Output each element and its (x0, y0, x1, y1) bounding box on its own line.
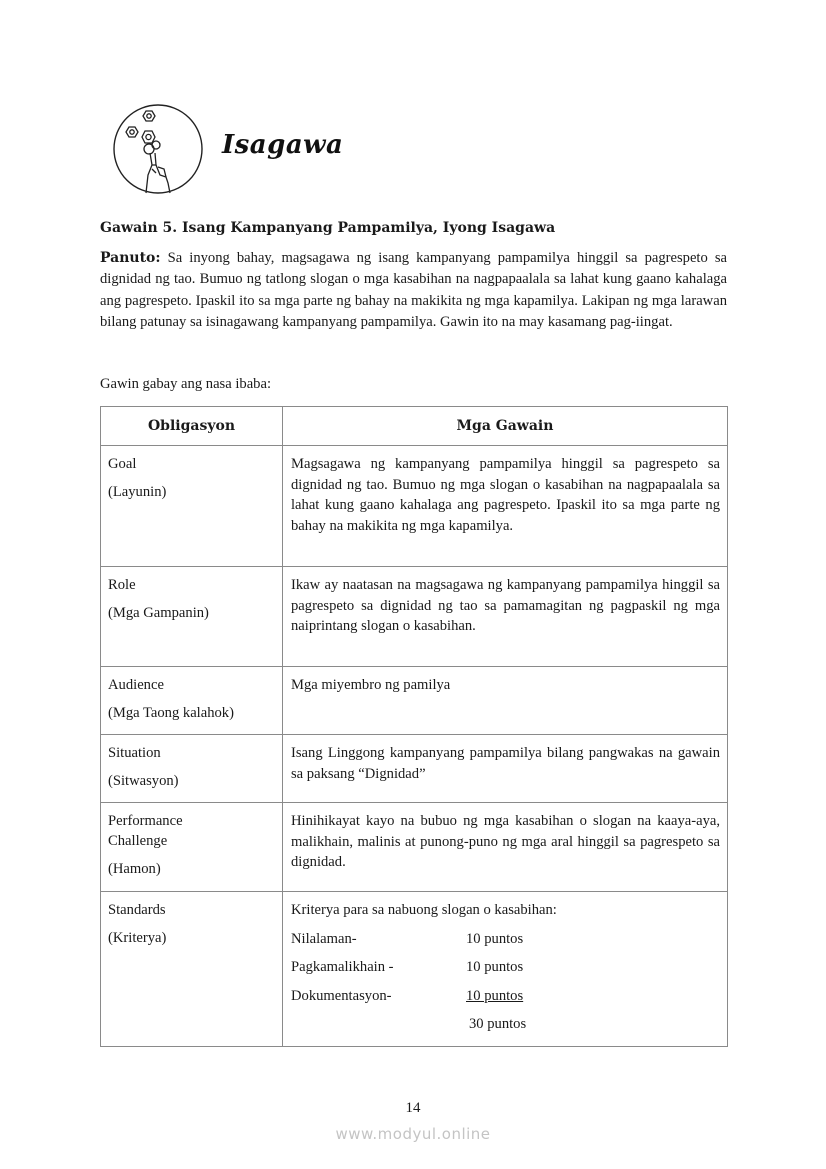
table-row-performance (101, 803, 728, 892)
criteria-item (291, 929, 720, 950)
row-label-cell (101, 735, 283, 803)
table-row-situation (101, 735, 728, 803)
row-content: Ikaw ay naatasan na magsagawa ng kampanyang pampamilya hinggil sa pagrespeto sa dignidad ng tao sa pamamagitan ng pagpaskil ng mga naiprintang slogan o kasabihan. (283, 567, 728, 667)
row-label-line2: Challenge (108, 833, 168, 849)
page-number: 14 (405, 1100, 421, 1116)
criteria-name: Nilalaman- (291, 930, 357, 947)
column-header-obligasyon: Obligasyon (101, 407, 283, 446)
criteria-item (291, 957, 720, 978)
table-header-row (101, 407, 728, 446)
grasps-table (100, 406, 728, 1047)
criteria-name: Dokumentasyon- (291, 987, 392, 1004)
row-content: Magsagawa ng kampanyang pampamilya hinggil sa pagrespeto sa dignidad ng tao. Bumuo ng mga slogan o kasabihan na nagpapaalala sa lahat kung gaano kahalaga ang pagrespeto. Ipaskil ito sa mga parte ng bahay na makikita ng mga kapamilya. (283, 446, 728, 567)
instructions (100, 248, 727, 334)
criteria-total: 30 puntos (469, 1016, 527, 1033)
criteria-intro: Kriterya para sa nabuong slogan o kasabihan: (291, 902, 557, 918)
row-content: Isang Linggong kampanyang pampamilya bilang pangwakas na gawain sa paksang “Dignidad” (283, 735, 728, 803)
row-sublabel: (Hamon) (108, 861, 161, 877)
row-content (283, 892, 728, 1047)
section-title: Isagawa (222, 130, 344, 160)
instructions-text: Sa inyong bahay, magsagawa ng isang kampanyang pampamilya hinggil sa pagrespeto sa dignidad ng tao. Bumuo ng tatlong slogan o mga kasabihan na nagpapaalala sa lahat kung gaano kahalaga ang pagrespeto. Ipaskil ito sa mga parte ng bahay na makikita ng mga kapamilya. Lakipan ng mga larawan bilang patunay sa isinagawang kampanyang pampamilya. Gawin ito na may kasamang pag-iingat. (100, 250, 727, 331)
row-content: Mga miyembro ng pamilya (283, 667, 728, 735)
row-label: Situation (108, 745, 161, 761)
row-label-cell (101, 892, 283, 1047)
row-label-cell (101, 446, 283, 567)
row-label-cell (101, 667, 283, 735)
hand-with-gears-icon (112, 103, 204, 195)
guide-label: Gawin gabay ang nasa ibaba: (100, 376, 272, 392)
column-header-mga-gawain: Mga Gawain (283, 407, 728, 446)
row-sublabel: (Sitwasyon) (108, 773, 179, 789)
row-sublabel: (Mga Taong kalahok) (108, 705, 234, 721)
instructions-label: Panuto: (100, 250, 161, 266)
row-label: Performance (108, 813, 183, 829)
table-row-goal (101, 446, 728, 567)
table-row-standards (101, 892, 728, 1047)
criteria-points: 10 puntos (466, 930, 524, 947)
row-label: Role (108, 577, 136, 593)
row-label: Standards (108, 902, 166, 918)
row-content: Hinihikayat kayo na bubuo ng mga kasabihan o slogan na kaaya-aya, malikhain, malinis at punong-puno ng mga aral hinggil sa pagrespeto sa dignidad. (283, 803, 728, 892)
row-label-cell (101, 567, 283, 667)
criteria-name: Pagkamalikhain - (291, 959, 394, 976)
row-sublabel: (Layunin) (108, 484, 167, 500)
table-row-role (101, 567, 728, 667)
criteria-points: 10 puntos (466, 959, 524, 976)
criteria-item (291, 986, 720, 1007)
row-label: Goal (108, 456, 137, 472)
row-label: Audience (108, 677, 164, 693)
row-label-cell (101, 803, 283, 892)
row-sublabel: (Kriterya) (108, 930, 167, 946)
row-sublabel: (Mga Gampanin) (108, 605, 209, 621)
activity-title: Gawain 5. Isang Kampanyang Pampamilya, Iyong Isagawa (100, 220, 556, 236)
table-row-audience (101, 667, 728, 735)
criteria-points: 10 puntos (466, 987, 524, 1004)
watermark: www.modyul.online (335, 1125, 491, 1143)
